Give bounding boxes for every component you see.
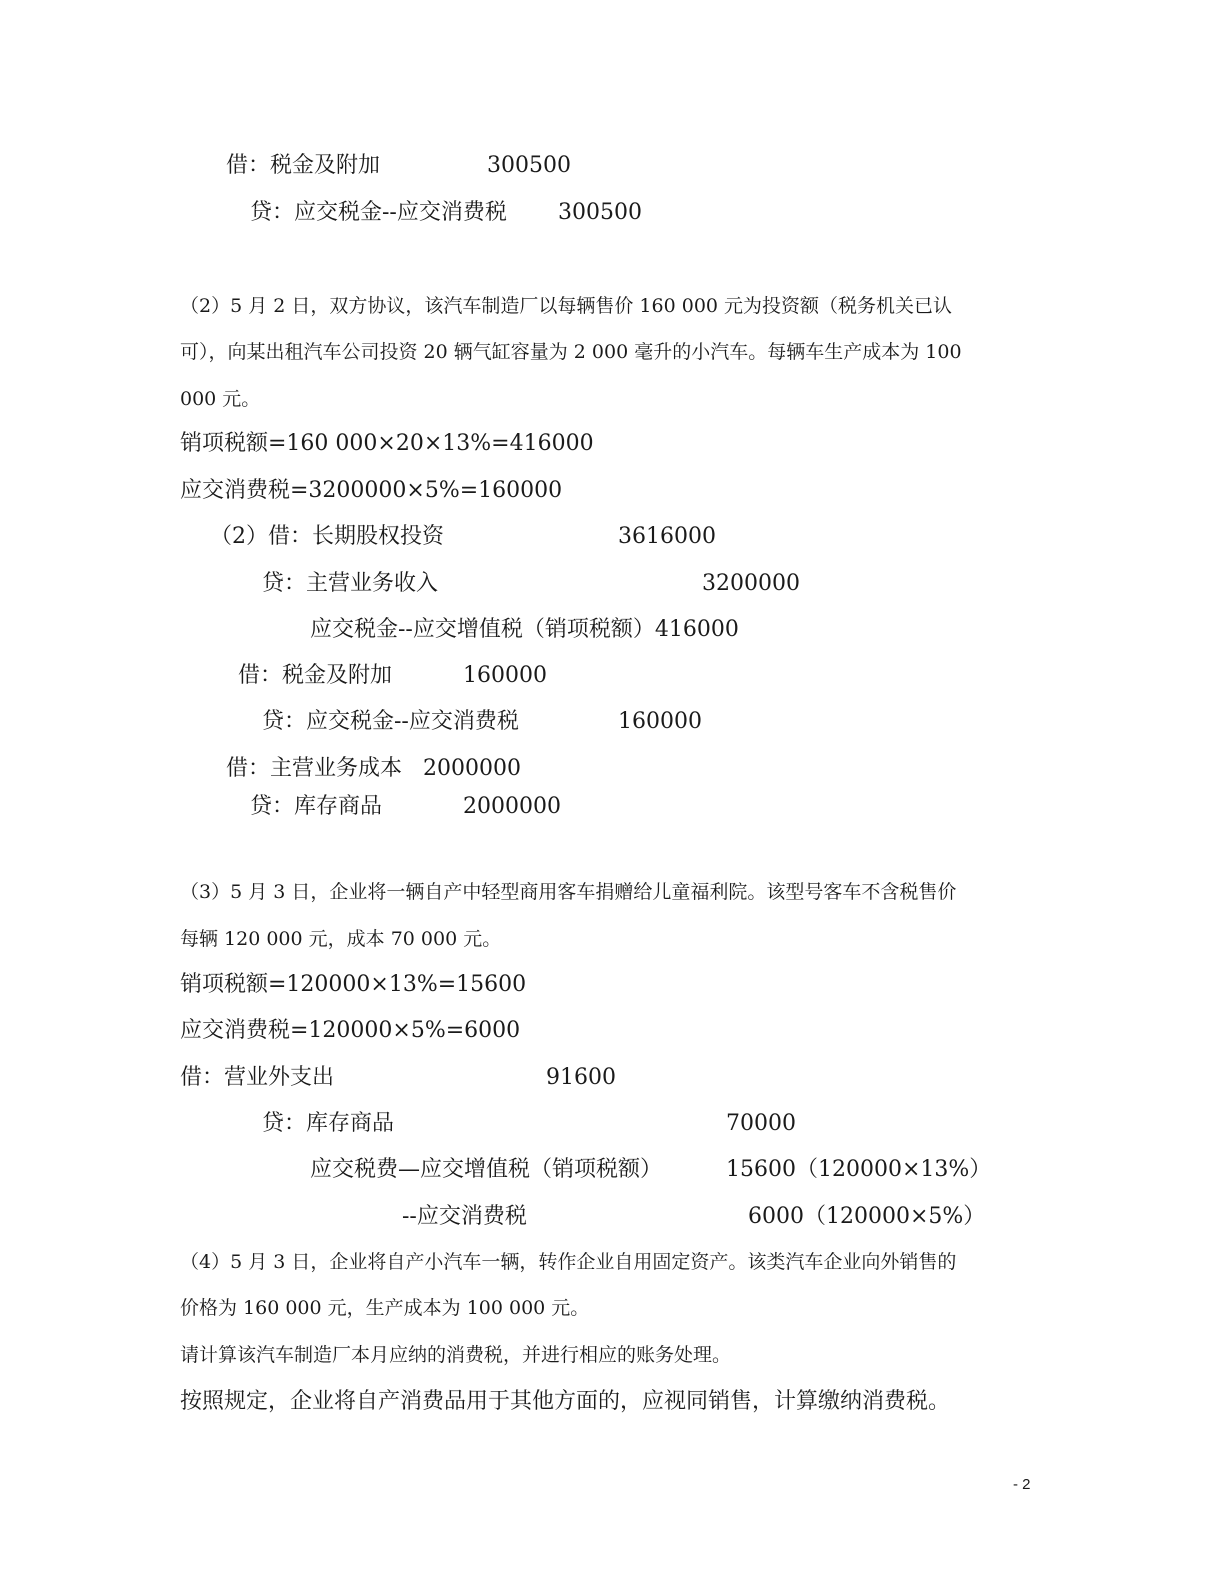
page-number: - 2: [1013, 1476, 1031, 1493]
item2-journal2-debit-amount: 160000: [463, 663, 547, 688]
item2-description-line: 可），向某出租汽车公司投资 20 辆气缸容量为 2 000 毫升的小汽车。每辆车生产成本为 100: [180, 341, 962, 363]
item2-journal3-debit: 借：主营业务成本 2000000: [226, 756, 521, 781]
item2-description-line: （2）5 月 2 日，双方协议，该汽车制造厂以每辆售价 160 000 元为投资额（税务机关已认: [180, 295, 953, 317]
item4-question: 请计算该汽车制造厂本月应纳的消费税，并进行相应的账务处理。: [180, 1344, 732, 1366]
item2-description-line: 000 元。: [180, 388, 261, 410]
item3-consumption-tax-calc: 应交消费税=120000×5%=6000: [180, 1018, 521, 1043]
item3-description-line: （3）5 月 3 日，企业将一辆自产中轻型商用客车捐赠给儿童福利院。该型号客车不含税售价: [180, 881, 957, 903]
journal-debit-amount: 300500: [487, 153, 571, 178]
item2-journal-debit-amount: 3616000: [618, 524, 716, 549]
journal-debit-account: 借：税金及附加: [226, 153, 381, 178]
item3-journal-credit: 贷：库存商品: [262, 1111, 395, 1136]
journal-credit-amount: 300500: [558, 200, 642, 225]
item3-journal-credit-vat: 应交税费—应交增值税（销项税额）: [310, 1157, 663, 1182]
item2-journal2-credit-amount: 160000: [618, 709, 702, 734]
journal-credit-account: 贷：应交税金--应交消费税: [250, 200, 507, 225]
item3-description-line: 每辆 120 000 元，成本 70 000 元。: [180, 928, 502, 950]
item2-journal3-credit-amount: 2000000: [463, 794, 561, 819]
item3-journal-credit-consumption-amount: 6000（120000×5%）: [748, 1204, 986, 1229]
item3-output-tax-calc: 销项税额=120000×13%=15600: [180, 972, 527, 997]
item2-journal-credit-vat: 应交税金--应交增值税（销项税额）416000: [310, 617, 739, 642]
item3-journal-debit: 借：营业外支出: [180, 1065, 335, 1090]
item2-journal3-credit: 贷：库存商品: [250, 794, 383, 819]
item3-journal-debit-amount: 91600: [546, 1065, 616, 1090]
item2-output-tax-calc: 销项税额=160 000×20×13%=416000: [180, 431, 594, 456]
item4-description-line: 价格为 160 000 元，生产成本为 100 000 元。: [180, 1297, 590, 1319]
item2-journal-credit-amount: 3200000: [702, 571, 800, 596]
item2-journal-credit: 贷：主营业务收入: [262, 571, 439, 596]
item4-answer: 按照规定，企业将自产消费品用于其他方面的，应视同销售，计算缴纳消费税。: [180, 1389, 951, 1414]
item2-journal2-debit: 借：税金及附加: [238, 663, 393, 688]
item2-journal2-credit: 贷：应交税金--应交消费税: [262, 709, 519, 734]
item2-journal-debit: （2）借：长期股权投资: [210, 524, 444, 549]
item2-consumption-tax-calc: 应交消费税=3200000×5%=160000: [180, 478, 563, 503]
item4-description-line: （4）5 月 3 日，企业将自产小汽车一辆，转作企业自用固定资产。该类汽车企业向外销售的: [180, 1251, 957, 1273]
item3-journal-credit-consumption: --应交消费税: [402, 1204, 527, 1229]
item3-journal-credit-amount: 70000: [726, 1111, 796, 1136]
item3-journal-credit-vat-amount: 15600（120000×13%）: [726, 1157, 992, 1182]
